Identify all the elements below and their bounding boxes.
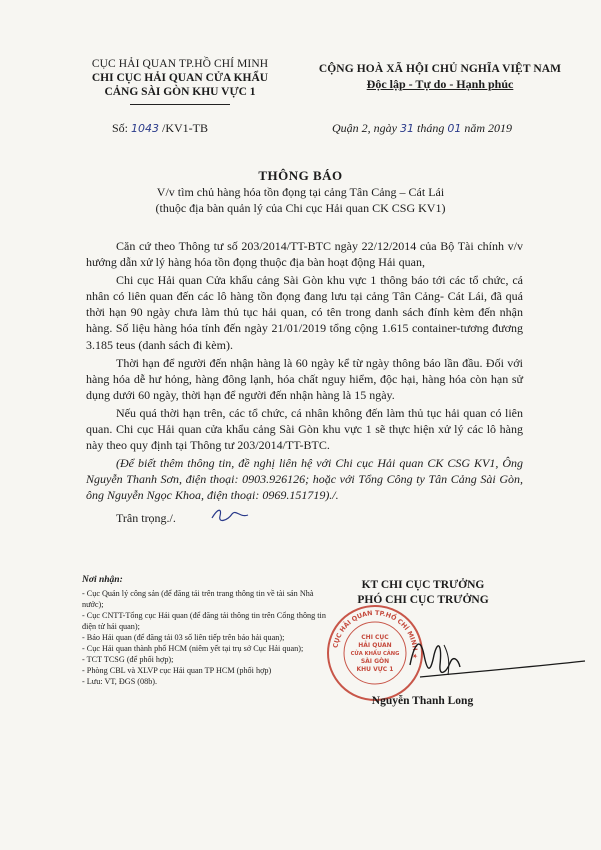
- document-number: [112, 121, 208, 136]
- national-heading: [295, 62, 585, 92]
- svg-text:SÀI GÒN: SÀI GÒN: [360, 658, 390, 665]
- recipient-item: - Lưu: VT, ĐGS (08b).: [82, 677, 158, 686]
- svg-text:CỬA KHẨU CẢNG: CỬA KHẨU CẢNG: [350, 651, 400, 657]
- paragraph-notice: Chi cục Hải quan Cửa khẩu cảng Sài Gòn khu vực 1 thông báo tới các tổ chức, cá nhân có liên quan đến các lô hàng tồn đọng đang lưu tại cảng Tân Cảng- Cát Lái, đã quá thời hạn 90 ngày chưa làm thủ tục hải quan, có tên trong danh sách đính kèm đến nhận hàng. Số liệu hàng hóa tính đến ngày 21/01/2019 tổng cộng 1.615 container-tương đương 3.185 teus (danh sách đi kèm).: [86, 273, 523, 352]
- paragraph-deadline: Thời hạn để người đến nhận hàng là 60 ngày kể từ ngày thông báo lần đầu. Đối với hàng hóa dễ hư hỏng, hàng đông lạnh, hóa chất nguy hiểm, độc hại, hàng hóa còn hạn sử dụng dưới 60 ngày, thời hạn để người đến nhận hàng là 15 ngày.: [86, 355, 523, 402]
- recipient-item: - Báo Hải quan (để đăng tải 03 số liên tiếp trên báo hải quan);: [82, 633, 285, 642]
- doc-number-prefix: Số:: [112, 121, 129, 135]
- signature-title-line-1: KT CHI CỤC TRƯỞNG: [361, 579, 485, 591]
- svg-text:CỤC HẢI QUAN TP.HỒ CHÍ MINH ★: CỤC HẢI QUAN TP.HỒ CHÍ MINH ★: [331, 608, 420, 660]
- org-line-2: CHI CỤC HẢI QUAN CỬA KHẨU: [91, 72, 269, 84]
- date-month-label: tháng: [417, 121, 445, 135]
- issuing-organization: [60, 57, 300, 99]
- svg-text:KHU VỰC 1: KHU VỰC 1: [356, 666, 394, 673]
- recipients-label: Nơi nhận:: [82, 575, 123, 585]
- document-title: THÔNG BÁO: [258, 168, 343, 183]
- date-day: 31: [400, 122, 414, 135]
- paragraph-consequence: Nếu quá thời hạn trên, các tổ chức, cá nhân không đến làm thủ tục hải quan có liên quan. Chi cục Hải quan cửa khẩu cảng Sài Gòn khu vực 1 sẽ thực hiện xử lý các lô hàng này theo quy định tại Thông tư 203/2014/TT-BTC.: [86, 405, 523, 453]
- national-motto: Độc lập - Tự do - Hạnh phúc: [366, 77, 514, 91]
- greeting-text: Trân trọng./.: [116, 510, 176, 525]
- paragraph-legal-basis: Căn cứ theo Thông tư số 203/2014/TT-BTC ngày 22/12/2014 của Bộ Tài chính v/v hướng dẫn xử lý hàng hóa tồn đọng thuộc địa bàn hoạt động Hải quan,: [86, 239, 523, 270]
- recipient-item: - Phòng CBL và XLVP cục Hải quan TP HCM (phối hợp): [82, 666, 272, 675]
- document-body: [86, 238, 523, 528]
- org-line-3: CẢNG SÀI GÒN KHU VỰC 1: [104, 86, 256, 98]
- recipients-list: [82, 575, 332, 687]
- svg-text:HẢI QUAN: HẢI QUAN: [358, 642, 392, 649]
- org-line-1: CỤC HẢI QUAN TP.HỒ CHÍ MINH: [91, 58, 269, 70]
- doc-number-handwritten: 1043: [131, 122, 160, 135]
- header-divider-left: [130, 104, 230, 105]
- initial-mark-icon: [180, 506, 250, 526]
- signature-icon: [400, 625, 590, 695]
- date-line: [332, 121, 512, 136]
- doc-number-suffix: /KV1-TB: [162, 121, 209, 135]
- signature-title-line-2: PHÓ CHI CỤC TRƯỞNG: [357, 594, 489, 606]
- recipient-item: - TCT TCSG (để phối hợp);: [82, 655, 174, 664]
- recipient-item: - Cục Hải quan thành phố HCM (niêm yết tại trụ sở Cục Hải quan);: [82, 644, 304, 653]
- greeting-line: [86, 506, 523, 526]
- recipient-item: - Cục CNTT-Tổng cục Hải quan (để đăng tải thông tin trên Cổng thông tin điện tử hải quan);: [82, 611, 326, 631]
- paragraph-contact: (Để biết thêm thông tin, đề nghị liên hệ với Chi cục Hải quan CK CSG KV1, Ông Nguyễn Thanh Sơn, điện thoại: 0903.926126; hoặc với Tổng Công ty Tân Cảng Sài Gòn, ông Nguyễn Ngọc Khoa, điện thoại: 0969.151719)./.: [86, 456, 523, 503]
- date-year: năm 2019: [464, 121, 513, 135]
- signer-name: Nguyễn Thanh Long: [371, 695, 474, 707]
- subject-line-2: (thuộc địa bàn quản lý của Chi cục Hải quan CK CSG KV1): [155, 201, 446, 215]
- subject-line-1: V/v tìm chủ hàng hóa tồn đọng tại cảng Tân Cảng – Cát Lái: [156, 185, 445, 199]
- date-month: 01: [447, 122, 462, 135]
- recipient-item: - Cục Quản lý công sản (để đăng tải trên trang thông tin về tài sản Nhà nước);: [82, 589, 314, 609]
- date-prefix: Quận 2, ngày: [332, 121, 397, 135]
- svg-text:CHI CỤC: CHI CỤC: [361, 634, 389, 641]
- nation-title: CỘNG HOÀ XÃ HỘI CHỦ NGHĨA VIỆT NAM: [318, 63, 562, 75]
